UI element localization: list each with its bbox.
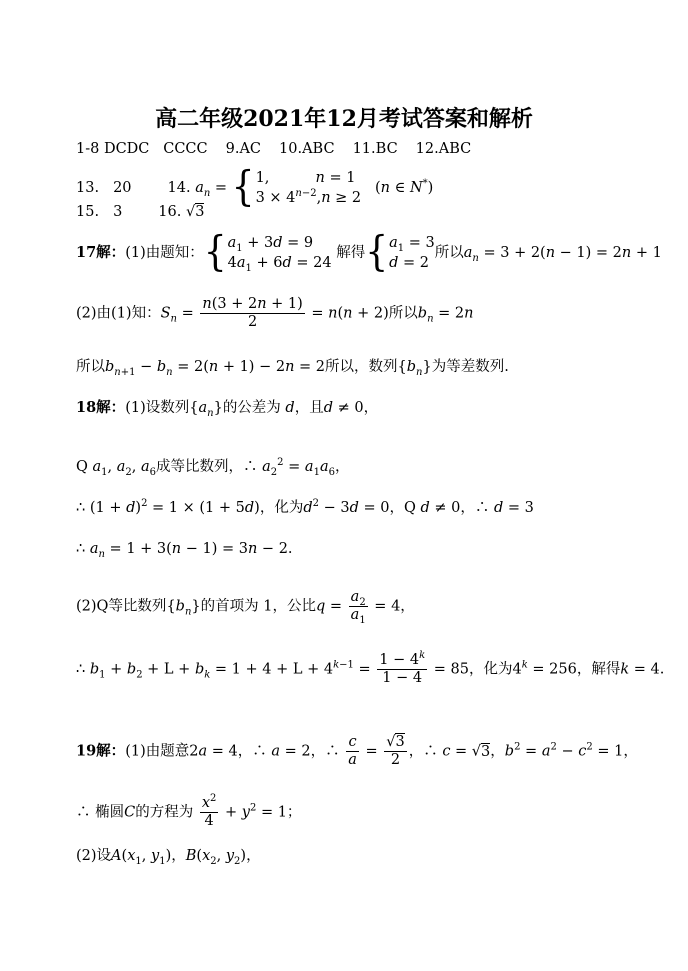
solution-19-part-1: 19解：(1)由题意2a = 4，∴ a = 2，∴ $\frac{c}{a}$ = $\frac{√3}{2}$ ，∴ c = √3，$b^2 = a^2 - c^2 = 1$， (76, 734, 638, 768)
text: 的方程为 (135, 804, 194, 821)
text: 解得 (336, 245, 366, 261)
solution-19-line-2: ∴ 椭圆C的方程为 $\frac{x^2}{4}$ + $y^2 = 1$； (76, 793, 302, 829)
text: ，且 (294, 400, 324, 416)
text: 所以 (76, 359, 105, 375)
text: (2)设 (76, 848, 112, 864)
answer-11: 11.BC (352, 141, 398, 157)
label-16: 16. (158, 204, 182, 220)
text: 的公差为 (222, 400, 281, 416)
answer-9: 9.AC (225, 141, 262, 157)
text: 为等差数列. (431, 359, 509, 375)
solution-18-line-3: ∴ $(1 + d)^2 = 1 \times (1 + 5d)$，化为$d^2 - 3d = 0$，Q d ≠ 0，∴ d = 3 (76, 498, 534, 516)
text: (1)由题知： (125, 245, 204, 261)
answer-13: 20 (113, 180, 132, 196)
answer-10: 10.ABC (279, 141, 335, 157)
solution-18-part-2: (2)Q等比数列$\{b_n\}$的首项为 1，公比q = $\frac{a_2}{a_1}$ = 4， (76, 589, 415, 626)
solution-17-conclusion: 所以$b_{n+1} - b_n = 2(n + 1) - 2n = 2$所以，数列$\{b_n\}$为等差数列. (76, 359, 509, 378)
text: ，解得 (576, 661, 621, 678)
answer-16-formula: √3 (185, 204, 205, 220)
text: (1)设数列 (125, 400, 190, 416)
solution-18-part-1: 18解：(1)设数列$\{a_n\}$的公差为 d，且d ≠ 0， (76, 399, 379, 419)
text: 所以 (434, 245, 464, 261)
solution-17-label: 17解： (76, 244, 126, 261)
answer-15: 3 (113, 204, 123, 220)
answers-row-1 (76, 139, 489, 159)
answer-12: 12.ABC (415, 141, 472, 157)
text: (1)由题意 (125, 743, 190, 760)
label-15: 15. (76, 204, 100, 220)
solution-19-label: 19解： (76, 742, 126, 760)
text: 等比数列 (108, 598, 167, 615)
answer-1-8: 1-8 DCDC CCCC (76, 141, 208, 157)
text: ，化为 (259, 500, 304, 516)
solution-17-part-1: 17解：(1)由题知：{ $a_1 + 3d = 9$ $4a_1 + 6d = 24$ 解得{ $a_1 = 3$ d = 2 所以$a_n = 3 + 2(n - 1) = 2n + 1$ (76, 228, 662, 276)
text: 所以 (388, 305, 418, 322)
solution-18-line-2: Q $a_1$, $a_2$, $a_6$成等比数列，∴ $a_2^2 = a_1a_6$， (76, 457, 350, 478)
solution-17-part-2: (2)由(1)知：$S_n$ = $\frac{n(3 + 2n + 1)}{2}$ = n(n + 2)所以$b_n = 2n$ (76, 296, 474, 330)
text: 成等比数列， (156, 459, 244, 475)
solution-18-line-4: ∴ $a_n = 1 + 3(n - 1) = 3n - 2$. (76, 541, 293, 560)
text: 椭圆 (95, 804, 125, 821)
answer-14-formula: $a_n$ = { 1, n = 1 $3 \times 4^{n-2},n \ge 2$ (n ∈ N*) (195, 163, 434, 211)
text: 所以，数列 (325, 359, 398, 375)
label-13: 13. (76, 180, 100, 196)
label-14: 14. (167, 180, 191, 196)
solution-18-line-6: ∴ $b_1 + b_2 + L + b_k = 1 + 4 + L + 4^{k-1}$ = $\frac{1 - 4^k}{1 - 4}$ = 85，化为$4^k = 256$，解得k = 4. (76, 650, 665, 686)
text: (2) (76, 598, 97, 615)
text: ，化为 (468, 661, 513, 678)
solution-19-part-2: (2)设$A(x_1$, $y_1$)，$B(x_2$, $y_2$)， (76, 848, 261, 867)
page-title: 高二年级2021年12月考试答案和解析 (155, 106, 533, 132)
solution-18-label: 18解： (76, 399, 126, 416)
answers-row-3 (76, 202, 204, 222)
text: 的首项为 1，公比 (200, 598, 316, 615)
text: (2)由(1)知： (76, 305, 161, 322)
